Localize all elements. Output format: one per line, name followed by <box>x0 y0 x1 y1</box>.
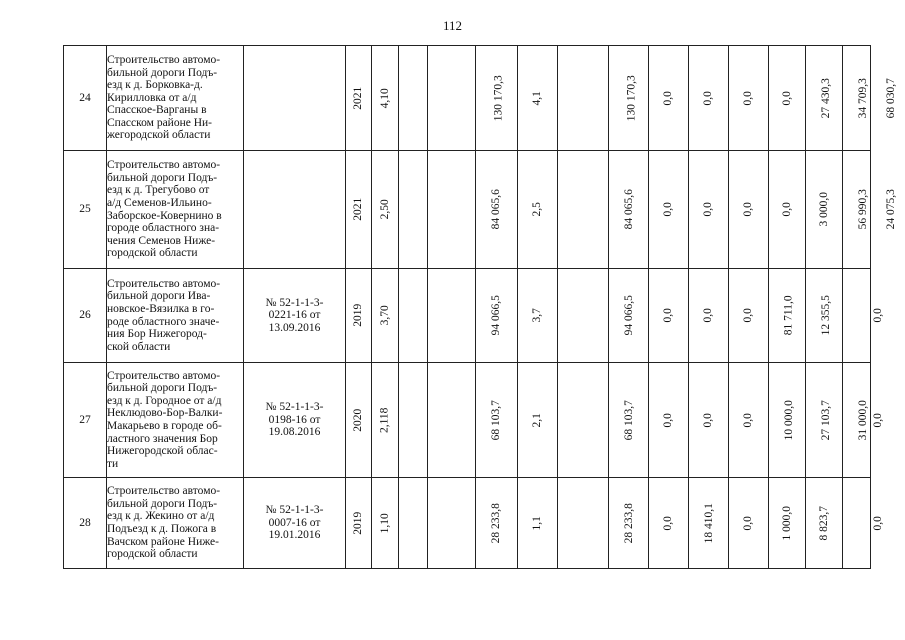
value-text: 2,50 <box>378 199 391 220</box>
value-cell <box>609 363 649 478</box>
value-cell <box>729 151 769 269</box>
value-text: 0,0 <box>702 308 715 323</box>
value-cell <box>399 269 428 363</box>
object-name-text: Строительство автомо- бильной дороги Подъ- езд к д. Трегубово от а/д Семенов-Ильино- Заборское-Ковернино в городе областного зна- чения Семенов Ниже- городской области <box>107 159 222 260</box>
value-text: 18 410,1 <box>702 502 715 544</box>
value-text: 3 000,0 <box>817 192 830 227</box>
table-row <box>64 363 871 478</box>
value-cell <box>769 478 806 569</box>
value-cell <box>729 46 769 151</box>
value-text: 0,0 <box>871 308 884 323</box>
object-name <box>107 269 244 363</box>
row-number: 26 <box>64 269 107 363</box>
value-text: 0,0 <box>662 90 675 106</box>
value-cell <box>518 363 558 478</box>
value-cell <box>399 151 428 269</box>
value-text: 2,1 <box>531 412 544 428</box>
value-cell <box>649 478 689 569</box>
expertise-conclusion <box>244 151 346 269</box>
value-cell <box>689 269 729 363</box>
value-text: 0,0 <box>662 515 675 531</box>
value-cell <box>476 269 518 363</box>
value-text: 68 030,7 <box>884 77 897 119</box>
value-text: 4,1 <box>531 90 544 106</box>
value-cell <box>399 46 428 151</box>
value-cell <box>729 363 769 478</box>
table-row <box>64 478 871 569</box>
value-text: 1,1 <box>531 515 544 531</box>
value-cell <box>806 46 843 151</box>
value-text: 28 233,8 <box>622 502 635 544</box>
expertise-conclusion-text: № 52-1-1-3- 0221-16 от 13.09.2016 <box>265 296 324 334</box>
value-cell <box>428 478 476 569</box>
value-text: 2021 <box>352 86 365 110</box>
value-text: 0,0 <box>662 412 675 428</box>
value-cell <box>843 46 871 151</box>
value-cell <box>843 151 871 269</box>
object-name-text: Строительство автомо- бильной дороги Подъ- езд к д. Жекино от а/д Подъезд к д. Пожога в Вачском районе Ниже- городской области <box>107 485 221 561</box>
value-cell <box>372 151 399 269</box>
value-text: 0,0 <box>742 515 755 531</box>
expertise-conclusion <box>244 478 346 569</box>
value-text: 0,0 <box>662 202 675 217</box>
value-text: 34 709,3 <box>856 77 869 119</box>
value-text: 0,0 <box>742 412 755 428</box>
row-number: 27 <box>64 363 107 478</box>
object-name-text: Строительство автомо- бильной дороги Подъ- езд к д. Городное от а/д Неклюдово-Бор-Валки- Макарьево в городе об- ластного значения Бор Нижегородской облас- ти <box>107 369 223 470</box>
value-text: 0,0 <box>702 412 715 428</box>
value-cell <box>609 151 649 269</box>
value-text: 130 170,3 <box>625 75 638 121</box>
value-text: 2020 <box>352 408 365 432</box>
value-text: 0,0 <box>662 308 675 323</box>
value-text: 0,0 <box>742 90 755 106</box>
object-name <box>107 46 244 151</box>
value-cell <box>558 46 609 151</box>
value-cell <box>372 269 399 363</box>
value-text: 3,70 <box>378 305 391 326</box>
value-text: 2019 <box>352 304 365 327</box>
value-cell <box>558 478 609 569</box>
expertise-conclusion-text: № 52-1-1-3- 0198-16 от 19.08.2016 <box>265 401 324 439</box>
budget-table <box>63 45 897 569</box>
object-name-text: Строительство автомо- бильной дороги Ива- новское-Вязилка в го- роде областного значе- ния Бор Нижегород- ской области <box>107 277 221 353</box>
value-cell <box>518 151 558 269</box>
object-name <box>107 363 244 478</box>
value-cell <box>649 363 689 478</box>
value-text: 2,118 <box>378 407 391 433</box>
value-cell <box>769 46 806 151</box>
expertise-conclusion <box>244 363 346 478</box>
value-text: 0,0 <box>871 412 884 428</box>
value-text: 2021 <box>352 198 365 221</box>
value-cell <box>428 363 476 478</box>
value-cell <box>843 478 871 569</box>
value-text: 4,10 <box>378 87 391 109</box>
value-cell <box>769 363 806 478</box>
value-cell <box>558 269 609 363</box>
value-text: 68 103,7 <box>490 399 503 441</box>
value-text: 84 065,6 <box>622 189 635 230</box>
value-text: 27 430,3 <box>819 77 832 119</box>
value-cell <box>372 478 399 569</box>
value-cell <box>689 46 729 151</box>
value-cell <box>689 363 729 478</box>
object-name <box>107 151 244 269</box>
value-cell <box>399 363 428 478</box>
value-text: 28 233,8 <box>490 502 503 544</box>
value-text: 2,5 <box>531 202 544 217</box>
table-row <box>64 151 871 269</box>
value-text: 27 103,7 <box>819 399 832 441</box>
value-cell <box>346 478 372 569</box>
value-text: 0,0 <box>702 202 715 217</box>
value-text: 3,7 <box>531 308 544 323</box>
value-cell <box>399 478 428 569</box>
object-name-text: Строительство автомо- бильной дороги Подъ- езд к д. Борковка-д. Кирилловка от а/д Спасское-Варганы в Спасском районе Ни- жегородской области <box>107 53 221 142</box>
value-cell <box>428 151 476 269</box>
value-cell <box>346 46 372 151</box>
value-cell <box>518 269 558 363</box>
value-cell <box>609 478 649 569</box>
value-cell <box>689 478 729 569</box>
value-cell <box>346 363 372 478</box>
value-cell <box>518 478 558 569</box>
expertise-conclusion <box>244 269 346 363</box>
value-cell <box>843 269 871 363</box>
value-text: 2019 <box>352 511 365 535</box>
value-cell <box>372 363 399 478</box>
value-text: 1 000,0 <box>780 505 793 541</box>
value-text: 94 066,5 <box>622 295 635 336</box>
value-cell <box>649 46 689 151</box>
value-cell <box>558 151 609 269</box>
value-cell <box>476 363 518 478</box>
value-cell <box>729 478 769 569</box>
value-text: 8 823,7 <box>817 505 830 541</box>
value-cell <box>649 151 689 269</box>
value-cell <box>769 269 806 363</box>
table-row <box>64 46 871 151</box>
value-cell <box>558 363 609 478</box>
value-text: 0,0 <box>702 90 715 106</box>
value-cell <box>689 151 729 269</box>
table-row <box>64 269 871 363</box>
value-text: 56 990,3 <box>856 189 869 230</box>
value-cell <box>346 151 372 269</box>
value-text: 24 075,3 <box>884 189 897 230</box>
value-cell <box>428 269 476 363</box>
row-number: 28 <box>64 478 107 569</box>
row-number: 25 <box>64 151 107 269</box>
object-name <box>107 478 244 569</box>
value-cell <box>609 269 649 363</box>
value-cell <box>346 269 372 363</box>
row-number: 24 <box>64 46 107 151</box>
value-cell <box>372 46 399 151</box>
expertise-conclusion-text: № 52-1-1-3- 0007-16 от 19.01.2016 <box>265 504 324 542</box>
page-number: 112 <box>442 18 463 33</box>
value-text: 81 711,0 <box>782 295 795 336</box>
value-text: 12 355,5 <box>819 295 832 336</box>
value-text: 0,0 <box>780 202 793 217</box>
value-cell <box>518 46 558 151</box>
expertise-conclusion <box>244 46 346 151</box>
value-text: 68 103,7 <box>622 399 635 441</box>
value-cell <box>476 46 518 151</box>
value-cell <box>729 269 769 363</box>
value-text: 84 065,6 <box>490 189 503 230</box>
value-text: 31 000,0 <box>856 399 869 441</box>
value-cell <box>476 478 518 569</box>
value-cell <box>428 46 476 151</box>
value-cell <box>609 46 649 151</box>
value-cell <box>806 478 843 569</box>
value-cell <box>806 363 843 478</box>
value-text: 0,0 <box>742 202 755 217</box>
value-cell <box>806 151 843 269</box>
value-cell <box>769 151 806 269</box>
value-cell <box>806 269 843 363</box>
value-text: 0,0 <box>780 90 793 106</box>
value-text: 94 066,5 <box>490 295 503 336</box>
value-cell <box>649 269 689 363</box>
value-text: 0,0 <box>742 308 755 323</box>
value-text: 10 000,0 <box>782 399 795 441</box>
value-cell <box>476 151 518 269</box>
value-text: 130 170,3 <box>492 75 505 121</box>
value-cell <box>843 363 871 478</box>
value-text: 0,0 <box>871 515 884 531</box>
value-text: 1,10 <box>378 512 391 534</box>
